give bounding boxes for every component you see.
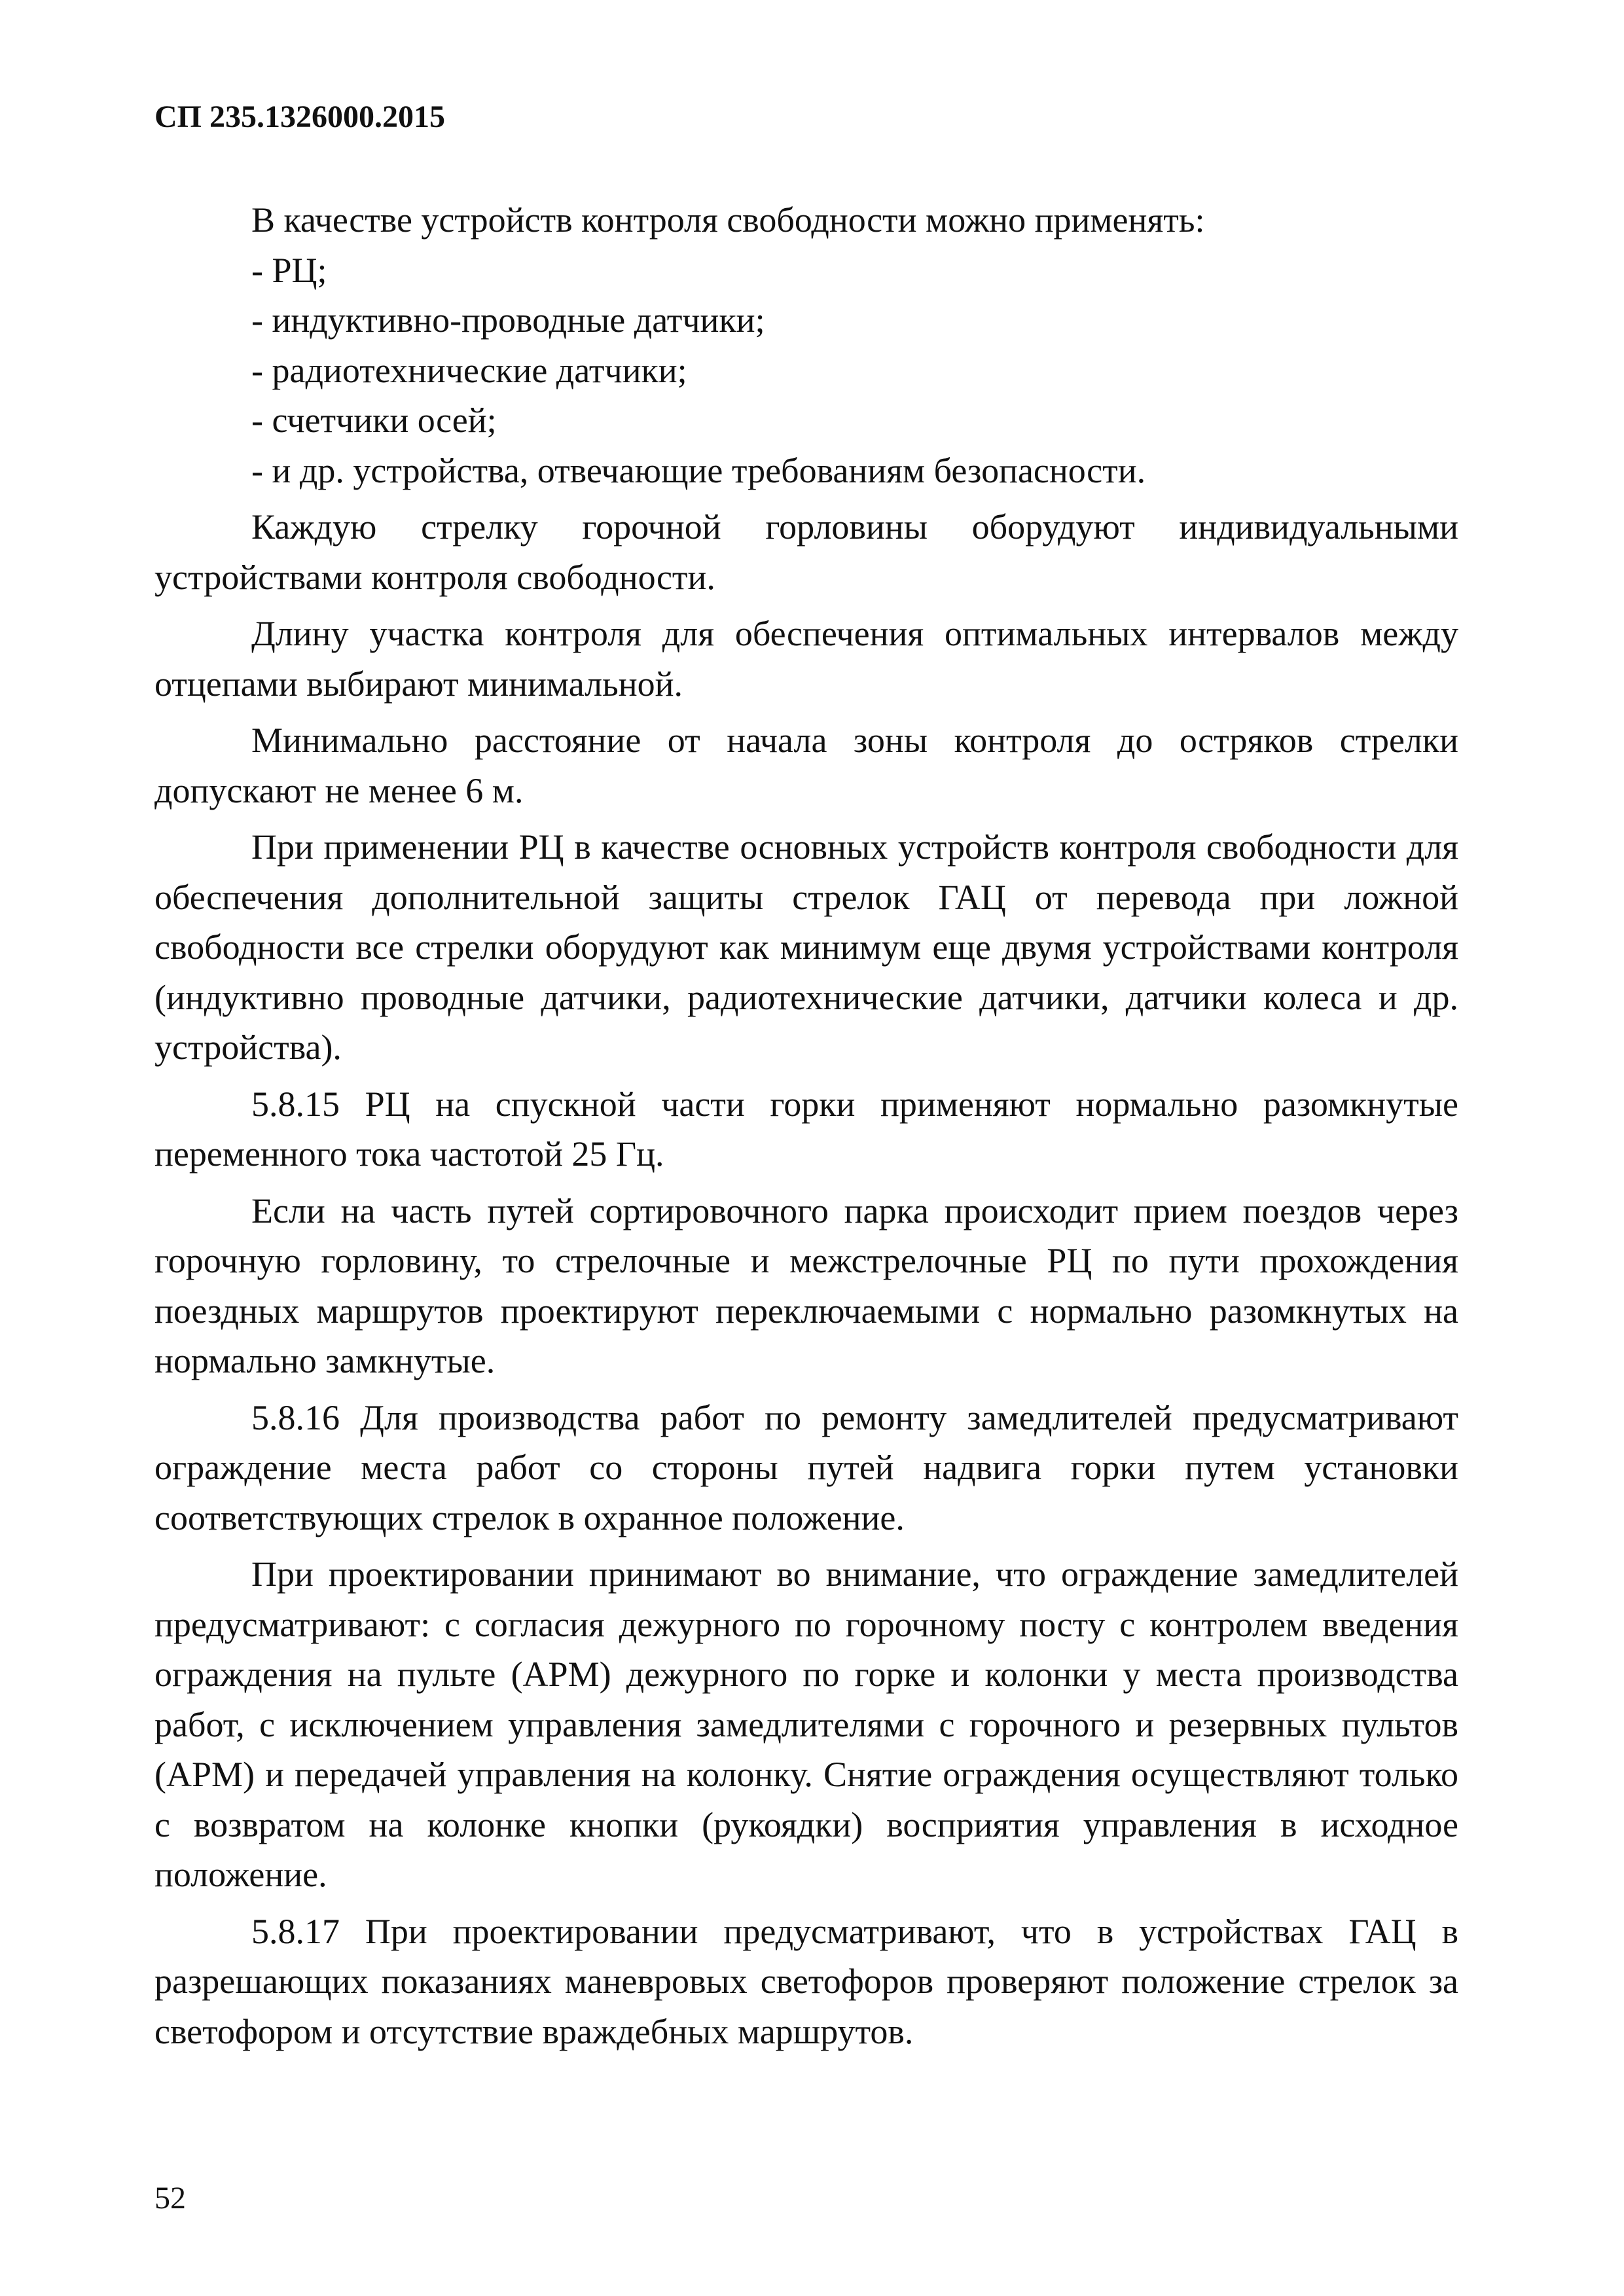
document-body	[154, 195, 1458, 2063]
paragraph: Каждую стрелку горочной горловины оборудуют индивидуальными устройствами контроля свободности.	[154, 507, 1458, 597]
paragraph: Если на часть путей сортировочного парка происходит прием поездов через горочную горловину, то стрелочные и межстрелочные РЦ по пути прохождения поездных маршрутов проектируют переключаемыми с нормально разомкнутых на нормально замкнутые.	[154, 1191, 1458, 1380]
paragraph-5-8-17: 5.8.17 При проектировании предусматривают, что в устройствах ГАЦ в разрешающих показаниях маневровых светофоров проверяют положение стрелок за светофором и отсутствие враждебных маршрутов.	[154, 1911, 1458, 2051]
paragraph: При применении РЦ в качестве основных устройств контроля свободности для обеспечения дополнительной защиты стрелок ГАЦ от перевода при ложной свободности все стрелки оборудуют как минимум еще двумя устройствами контроля (индуктивно проводные датчики, радиотехнические датчики, датчики колеса и др. устройства).	[154, 827, 1458, 1067]
paragraph: При проектировании принимают во внимание, что ограждение замедлителей предусматривают: с согласия дежурного по горочному посту с контролем введения ограждения на пульте (АРМ) дежурного по горке и колонки у места производства работ, с исключением управления замедлителями с горочного и резервных пультов (АРМ) и передачей управления на колонку. Снятие ограждения осуществляют только с возвратом на колонке кнопки (рукоядки) восприятия управления в исходное положение.	[154, 1554, 1458, 1894]
paragraph-5-8-16: 5.8.16 Для производства работ по ремонту замедлителей предусматривают ограждение места работ со стороны путей надвига горки путем установки соответствующих стрелок в охранное положение.	[154, 1397, 1458, 1537]
paragraph-5-8-15: 5.8.15 РЦ на спускной части горки применяют нормально разомкнутые переменного тока частотой 25 Гц.	[154, 1084, 1458, 1174]
paragraph: Длину участка контроля для обеспечения оптимальных интервалов между отцепами выбирают минимальной.	[154, 614, 1458, 704]
document-code-header: СП 235.1326000.2015	[154, 99, 445, 134]
intro-paragraph: В качестве устройств контроля свободности можно применять:	[251, 200, 1205, 240]
list-item: - и др. устройства, отвечающие требованиям безопасности.	[251, 450, 1146, 490]
list-item: - радиотехнические датчики;	[251, 350, 687, 390]
list-item: - индуктивно-проводные датчики;	[251, 300, 765, 340]
list-item: - счетчики осей;	[251, 401, 497, 440]
paragraph: Минимально расстояние от начала зоны контроля до остряков стрелки допускают не менее 6 м.	[154, 721, 1458, 810]
page-number: 52	[154, 2181, 186, 2215]
list-item: - РЦ;	[251, 250, 327, 290]
